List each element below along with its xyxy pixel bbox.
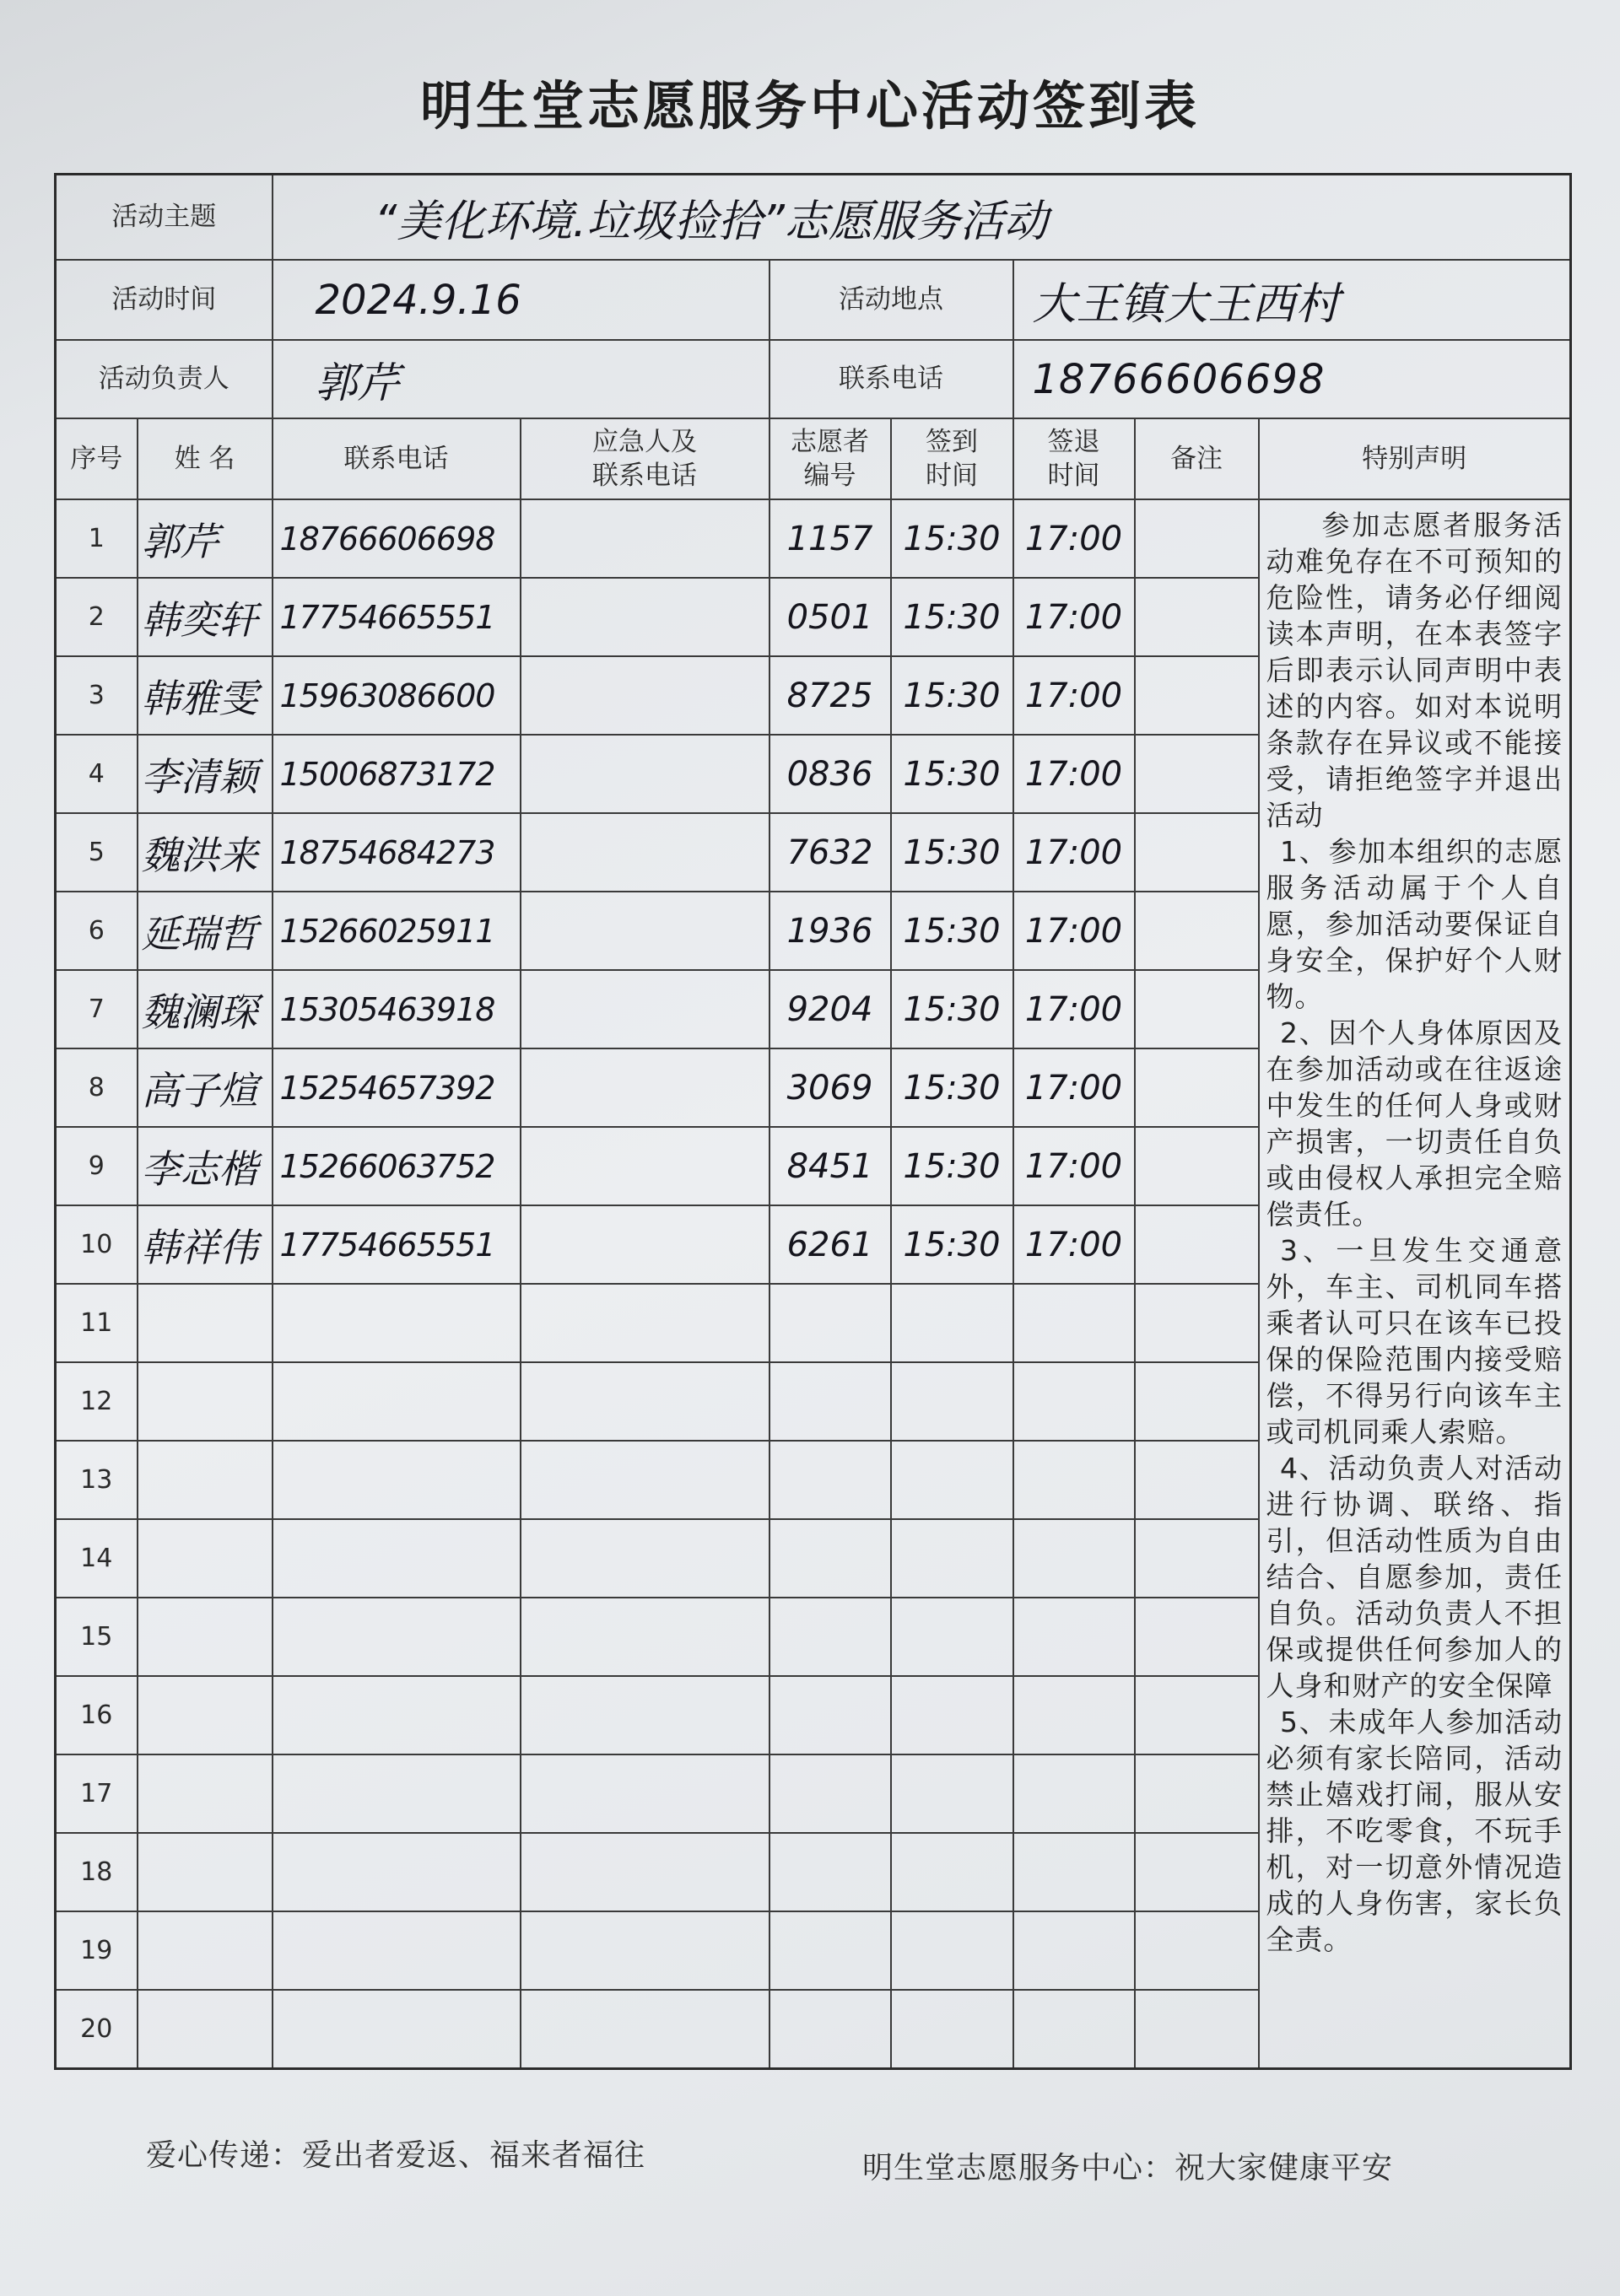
volunteer-name	[138, 1441, 273, 1519]
volunteer-id: 1157	[770, 499, 891, 578]
emergency-contact	[521, 1284, 770, 1362]
row-number: 13	[56, 1441, 138, 1519]
volunteer-id: 8725	[770, 656, 891, 735]
sign-in-time	[891, 1911, 1013, 1990]
volunteer-name	[138, 1519, 273, 1598]
leader-phone-label: 联系电话	[770, 340, 1013, 418]
volunteer-id	[770, 1284, 891, 1362]
sign-out-time: 17:00	[1013, 735, 1135, 813]
header-phone: 联系电话	[273, 418, 521, 499]
place-value: 大王镇大王西村	[1013, 260, 1571, 340]
sign-out-time	[1013, 1362, 1135, 1441]
time-place-row	[56, 260, 1571, 340]
row-number: 4	[56, 735, 138, 813]
volunteer-name: 韩奕轩	[138, 578, 273, 656]
row-number: 19	[56, 1911, 138, 1990]
row-number: 11	[56, 1284, 138, 1362]
statement-clause-3: 3、一旦发生交通意外，车主、司机同车搭乘者认可只在该车已投保的保险范围内接受赔偿，不得另行向该车主或司机同乘人索赔。	[1266, 1234, 1563, 1448]
sign-out-time	[1013, 1833, 1135, 1911]
phone-number: 17754665551	[273, 1205, 521, 1284]
sign-in-time: 15:30	[891, 1048, 1013, 1127]
sign-out-time: 17:00	[1013, 970, 1135, 1048]
note	[1135, 1441, 1259, 1519]
volunteer-id	[770, 1362, 891, 1441]
statement-intro: 参加志愿者服务活动难免存在不可预知的危险性，请务必仔细阅读本声明，在本表签字后即表示认同声明中表述的内容。如对本说明条款存在异议或不能接受，请拒绝签字并退出活动	[1266, 509, 1563, 832]
note	[1135, 1205, 1259, 1284]
phone-number	[273, 1519, 521, 1598]
row-number: 7	[56, 970, 138, 1048]
sign-in-time: 15:30	[891, 892, 1013, 970]
sign-out-time: 17:00	[1013, 1048, 1135, 1127]
row-number: 10	[56, 1205, 138, 1284]
row-number: 3	[56, 656, 138, 735]
note	[1135, 735, 1259, 813]
sign-out-time: 17:00	[1013, 892, 1135, 970]
row-number: 16	[56, 1676, 138, 1754]
volunteer-name	[138, 1676, 273, 1754]
sign-out-time	[1013, 1441, 1135, 1519]
volunteer-name	[138, 1754, 273, 1833]
volunteer-id: 0501	[770, 578, 891, 656]
row-number: 20	[56, 1990, 138, 2069]
row-number: 18	[56, 1833, 138, 1911]
note	[1135, 1833, 1259, 1911]
sign-out-time: 17:00	[1013, 1127, 1135, 1205]
header-volunteer-id	[770, 418, 891, 499]
volunteer-name: 郭芹	[138, 499, 273, 578]
emergency-contact	[521, 892, 770, 970]
emergency-contact	[521, 1598, 770, 1676]
volunteer-id	[770, 1676, 891, 1754]
sign-out-time	[1013, 1990, 1135, 2069]
sign-out-time: 17:00	[1013, 578, 1135, 656]
emergency-contact	[521, 1754, 770, 1833]
volunteer-name: 魏洪来	[138, 813, 273, 892]
header-statement: 特别声明	[1259, 418, 1571, 499]
note	[1135, 1048, 1259, 1127]
time-value: 2024.9.16	[273, 260, 770, 340]
phone-number: 15266025911	[273, 892, 521, 970]
leader-label: 活动负责人	[56, 340, 273, 418]
statement-clause-1: 1、参加本组织的志愿服务活动属于个人自愿，参加活动要保证自身安全，保护好个人财物。	[1266, 835, 1563, 1013]
emergency-contact	[521, 1362, 770, 1441]
phone-number	[273, 1362, 521, 1441]
volunteer-name: 李志楷	[138, 1127, 273, 1205]
emergency-contact	[521, 656, 770, 735]
phone-number: 18766606698	[273, 499, 521, 578]
emergency-contact	[521, 1990, 770, 2069]
phone-number	[273, 1911, 521, 1990]
row-number: 1	[56, 499, 138, 578]
row-number: 5	[56, 813, 138, 892]
phone-number: 18754684273	[273, 813, 521, 892]
header-name: 姓 名	[138, 418, 273, 499]
sign-in-time	[891, 1362, 1013, 1441]
sign-in-time	[891, 1990, 1013, 2069]
row-number: 17	[56, 1754, 138, 1833]
volunteer-id: 3069	[770, 1048, 891, 1127]
footer-motto: 爱心传递：爱出者爱返、福来者福往	[146, 2138, 646, 2173]
row-number: 12	[56, 1362, 138, 1441]
row-number: 14	[56, 1519, 138, 1598]
note	[1135, 1284, 1259, 1362]
note	[1135, 1598, 1259, 1676]
sign-in-time	[891, 1676, 1013, 1754]
sign-out-time	[1013, 1598, 1135, 1676]
note	[1135, 499, 1259, 578]
volunteer-name: 韩祥伟	[138, 1205, 273, 1284]
volunteer-name	[138, 1990, 273, 2069]
sign-out-time	[1013, 1911, 1135, 1990]
row-number: 2	[56, 578, 138, 656]
emergency-contact	[521, 970, 770, 1048]
sign-out-time: 17:00	[1013, 499, 1135, 578]
sign-in-time: 15:30	[891, 735, 1013, 813]
sign-out-time	[1013, 1676, 1135, 1754]
place-label: 活动地点	[770, 260, 1013, 340]
header-volunteer-id-line2: 编号	[803, 461, 856, 491]
volunteer-id: 9204	[770, 970, 891, 1048]
emergency-contact	[521, 1519, 770, 1598]
statement-clause-2: 2、因个人身体原因及在参加活动或在往返途中发生的任何人身或财产损害，一切责任自负或由侵权人承担完全赔偿责任。	[1266, 1016, 1563, 1231]
note	[1135, 1911, 1259, 1990]
emergency-contact	[521, 1441, 770, 1519]
sign-in-time	[891, 1441, 1013, 1519]
volunteer-id	[770, 1519, 891, 1598]
row-number: 15	[56, 1598, 138, 1676]
header-volunteer-id-line1: 志愿者	[791, 426, 869, 457]
emergency-contact	[521, 1911, 770, 1990]
table-row	[56, 499, 1571, 578]
volunteer-name: 高子煊	[138, 1048, 273, 1127]
sign-out-time: 17:00	[1013, 656, 1135, 735]
emergency-contact	[521, 1676, 770, 1754]
phone-number	[273, 1990, 521, 2069]
volunteer-id: 7632	[770, 813, 891, 892]
phone-number	[273, 1754, 521, 1833]
phone-number	[273, 1676, 521, 1754]
volunteer-name	[138, 1833, 273, 1911]
sign-out-time	[1013, 1519, 1135, 1598]
phone-number: 15266063752	[273, 1127, 521, 1205]
volunteer-name	[138, 1911, 273, 1990]
header-sign-in	[891, 418, 1013, 499]
statement-clause-4: 4、活动负责人对活动进行协调、联络、指引，但活动性质为自由结合、自愿参加，责任自负。活动负责人不担保或提供任何参加人的人身和财产的安全保障	[1266, 1452, 1563, 1702]
volunteer-id: 6261	[770, 1205, 891, 1284]
header-note: 备注	[1135, 418, 1259, 499]
emergency-contact	[521, 735, 770, 813]
sign-in-time: 15:30	[891, 656, 1013, 735]
sign-in-table	[54, 173, 1572, 2070]
emergency-contact	[521, 1833, 770, 1911]
sign-in-time	[891, 1754, 1013, 1833]
sign-in-time	[891, 1284, 1013, 1362]
note	[1135, 578, 1259, 656]
emergency-contact	[521, 1205, 770, 1284]
volunteer-id	[770, 1441, 891, 1519]
leader-row	[56, 340, 1571, 418]
row-number: 8	[56, 1048, 138, 1127]
theme-row	[56, 175, 1571, 261]
phone-number	[273, 1441, 521, 1519]
sign-in-time	[891, 1598, 1013, 1676]
sign-in-time: 15:30	[891, 499, 1013, 578]
note	[1135, 656, 1259, 735]
volunteer-id: 0836	[770, 735, 891, 813]
phone-number: 15254657392	[273, 1048, 521, 1127]
theme-value: “美化环境.垃圾捡拾”志愿服务活动	[273, 175, 1571, 261]
note	[1135, 892, 1259, 970]
phone-number: 15305463918	[273, 970, 521, 1048]
note	[1135, 1990, 1259, 2069]
sign-out-time: 17:00	[1013, 1205, 1135, 1284]
sign-in-time: 15:30	[891, 813, 1013, 892]
emergency-contact	[521, 1048, 770, 1127]
header-emergency	[521, 418, 770, 499]
phone-number: 15963086600	[273, 656, 521, 735]
sign-out-time	[1013, 1284, 1135, 1362]
emergency-contact	[521, 1127, 770, 1205]
volunteer-name	[138, 1362, 273, 1441]
header-emergency-line1: 应急人及	[592, 426, 697, 457]
volunteer-name	[138, 1284, 273, 1362]
volunteer-id	[770, 1598, 891, 1676]
phone-number	[273, 1284, 521, 1362]
header-no: 序号	[56, 418, 138, 499]
volunteer-name: 李清颖	[138, 735, 273, 813]
volunteer-name: 魏澜琛	[138, 970, 273, 1048]
time-label: 活动时间	[56, 260, 273, 340]
sign-in-time: 15:30	[891, 1205, 1013, 1284]
volunteer-name	[138, 1598, 273, 1676]
note	[1135, 1362, 1259, 1441]
phone-number	[273, 1833, 521, 1911]
row-number: 9	[56, 1127, 138, 1205]
phone-number: 17754665551	[273, 578, 521, 656]
footer-greeting: 明生堂志愿服务中心：祝大家健康平安	[862, 2151, 1394, 2186]
sign-in-time	[891, 1519, 1013, 1598]
sign-in-time: 15:30	[891, 578, 1013, 656]
volunteer-id: 8451	[770, 1127, 891, 1205]
leader-value: 郭芹	[273, 340, 770, 418]
row-number: 6	[56, 892, 138, 970]
note	[1135, 1519, 1259, 1598]
emergency-contact	[521, 578, 770, 656]
theme-label: 活动主题	[56, 175, 273, 261]
header-sign-out-line1: 签退	[1047, 426, 1100, 457]
volunteer-id	[770, 1754, 891, 1833]
header-emergency-line2: 联系电话	[592, 461, 697, 491]
note	[1135, 1127, 1259, 1205]
sign-out-time: 17:00	[1013, 813, 1135, 892]
volunteer-id	[770, 1833, 891, 1911]
header-sign-out-line2: 时间	[1047, 461, 1100, 491]
leader-phone-value: 18766606698	[1013, 340, 1571, 418]
volunteer-name: 韩雅雯	[138, 656, 273, 735]
statement-clause-5: 5、未成年人参加活动必须有家长陪同，活动禁止嬉戏打闹，服从安排，不吃零食，不玩手机，对一切意外情况造成的人身伤害，家长负全责。	[1266, 1706, 1563, 1956]
sign-in-time	[891, 1833, 1013, 1911]
header-sign-out	[1013, 418, 1135, 499]
note	[1135, 970, 1259, 1048]
emergency-contact	[521, 499, 770, 578]
volunteer-name: 延瑞哲	[138, 892, 273, 970]
note	[1135, 1754, 1259, 1833]
phone-number	[273, 1598, 521, 1676]
sign-in-time: 15:30	[891, 1127, 1013, 1205]
phone-number: 15006873172	[273, 735, 521, 813]
sign-in-time: 15:30	[891, 970, 1013, 1048]
special-statement	[1259, 499, 1571, 2069]
header-sign-in-line2: 时间	[926, 461, 978, 491]
volunteer-id	[770, 1911, 891, 1990]
note	[1135, 1676, 1259, 1754]
sign-out-time	[1013, 1754, 1135, 1833]
sheet-title: 明生堂志愿服务中心活动签到表	[419, 75, 1200, 137]
volunteer-id	[770, 1990, 891, 2069]
note	[1135, 813, 1259, 892]
column-header-row	[56, 418, 1571, 499]
volunteer-id: 1936	[770, 892, 891, 970]
emergency-contact	[521, 813, 770, 892]
header-sign-in-line1: 签到	[926, 426, 978, 457]
